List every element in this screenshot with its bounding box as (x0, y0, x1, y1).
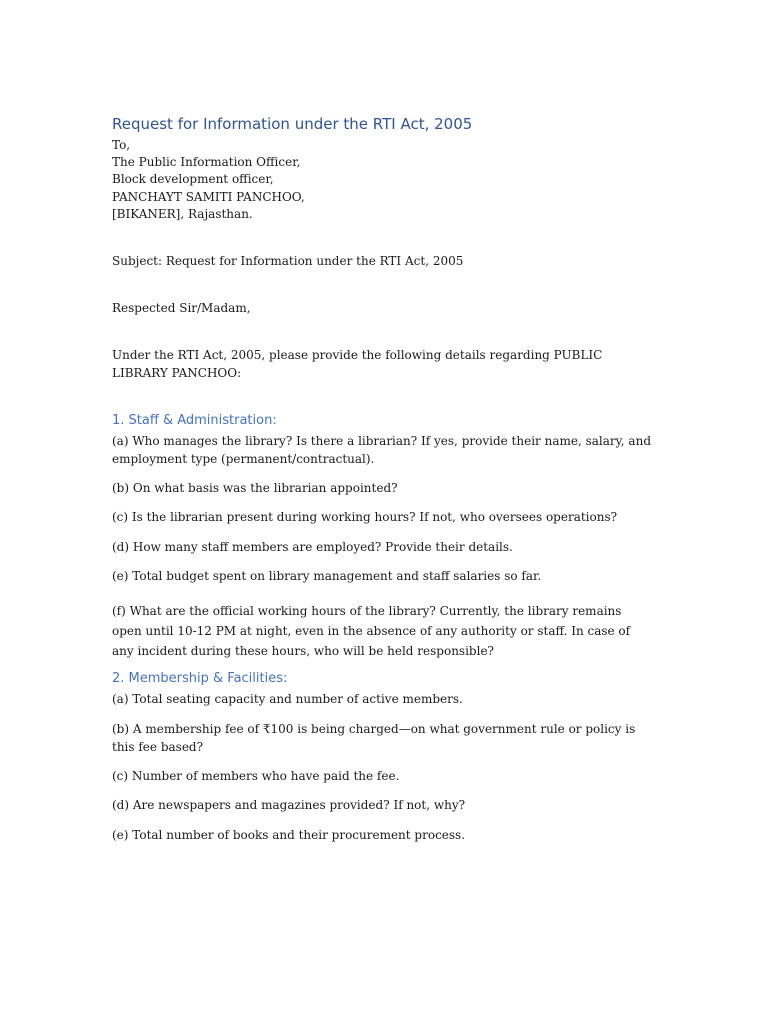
question-item: (d) Are newspapers and magazines provided? If not, why? (112, 798, 466, 812)
address-line-officer: The Public Information Officer, (112, 155, 301, 169)
question-item: (b) A membership fee of ₹100 is being charged—on what government rule or policy is this fee based? (112, 722, 636, 754)
address-line-block: Block development officer, (112, 172, 274, 186)
intro-paragraph: Under the RTI Act, 2005, please provide the following details regarding PUBLIC LIBRARY PANCHOO: (112, 348, 603, 380)
address-line-to: To, (112, 138, 131, 152)
question-item: (e) Total number of books and their procurement process. (112, 828, 466, 842)
question-item: (a) Total seating capacity and number of active members. (112, 692, 463, 706)
question-item: (b) On what basis was the librarian appointed? (112, 481, 398, 495)
address-line-district: [BIKANER], Rajasthan. (112, 207, 253, 221)
address-line-samiti: PANCHAYT SAMITI PANCHOO, (112, 190, 305, 204)
section-heading-staff: 1. Staff & Administration: (112, 413, 277, 428)
question-item: (c) Number of members who have paid the fee. (112, 769, 400, 783)
salutation: Respected Sir/Madam, (112, 301, 251, 315)
question-item: (a) Who manages the library? Is there a librarian? If yes, provide their name, salary, and employment type (permanent/contractual). (112, 434, 651, 466)
subject-line: Subject: Request for Information under the RTI Act, 2005 (112, 254, 464, 268)
section-heading-membership: 2. Membership & Facilities: (112, 671, 288, 686)
question-item: (d) How many staff members are employed? Provide their details. (112, 540, 513, 554)
question-item: (e) Total budget spent on library management and staff salaries so far. (112, 569, 542, 583)
document-title: Request for Information under the RTI Act, 2005 (112, 115, 473, 133)
question-item: (c) Is the librarian present during working hours? If not, who oversees operations? (112, 510, 618, 524)
question-item: (f) What are the official working hours of the library? Currently, the library remains open until 10-12 PM at night, even in the absence of any authority or staff. In case of any incident during these hours, who will be held responsible? (112, 604, 631, 658)
